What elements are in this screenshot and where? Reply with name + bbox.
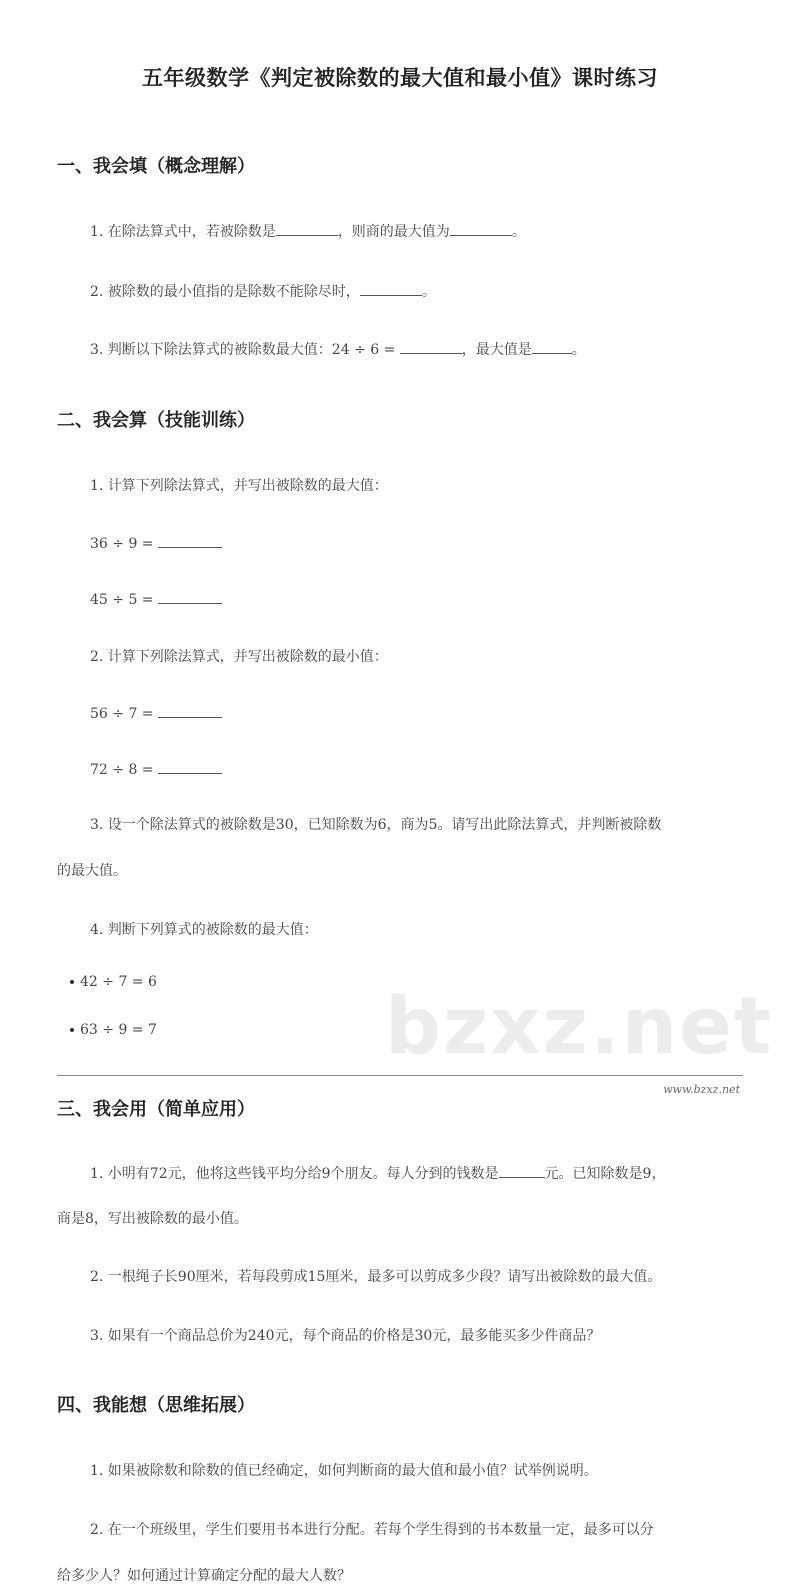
watermark: bzxz.net — [385, 982, 774, 1072]
answer-blank[interactable] — [532, 339, 572, 354]
question-2-4: 4. 判断下列算式的被除数的最大值： — [90, 922, 318, 938]
bullet-icon — [70, 1028, 74, 1032]
answer-blank[interactable] — [158, 759, 222, 774]
answer-blank[interactable] — [276, 221, 338, 236]
bullet-item: 63 ÷ 9 = 7 — [70, 1022, 800, 1038]
question-4-2: 2. 在一个班级里，学生们要用书本进行分配。若每个学生得到的书本数量一定，最多可以分 — [90, 1522, 654, 1538]
bullet-icon — [70, 980, 74, 984]
question-1-3: 3. 判断以下除法算式的被除数最大值：24 ÷ 6 = ，最大值是 。 — [90, 339, 800, 359]
answer-blank[interactable] — [158, 589, 222, 604]
question-1-1: 1. 在除法算式中，若被除数是 ，则商的最大值为 。 — [90, 221, 800, 241]
section-heading-3: 三、我会用（简单应用） — [57, 1099, 255, 1120]
section-heading-1: 一、我会填（概念理解） — [57, 156, 255, 177]
expression-line: 45 ÷ 5 = — [90, 589, 800, 608]
expression-line: 72 ÷ 8 = — [90, 759, 800, 778]
answer-blank[interactable] — [400, 339, 462, 354]
answer-blank[interactable] — [499, 1163, 545, 1178]
expression-line: 36 ÷ 9 = — [90, 533, 800, 552]
page-title: 五年级数学《判定被除数的最大值和最小值》课时练习 — [142, 66, 658, 90]
question-2-2: 2. 计算下列除法算式，并写出被除数的最小值： — [90, 649, 388, 665]
question-2-3: 3. 设一个除法算式的被除数是30，已知除数为6，商为5。请写出此除法算式，并判断被除数 — [90, 817, 662, 833]
bullet-item: 42 ÷ 7 = 6 — [70, 974, 800, 990]
answer-blank[interactable] — [450, 221, 512, 236]
question-3-1-cont: 商是8，写出被除数的最小值。 — [57, 1211, 248, 1227]
answer-blank[interactable] — [158, 703, 222, 718]
answer-blank[interactable] — [360, 281, 422, 296]
expression-line: 56 ÷ 7 = — [90, 703, 800, 722]
question-4-1: 1. 如果被除数和除数的值已经确定，如何判断商的最大值和最小值？试举例说明。 — [90, 1463, 598, 1479]
question-4-2-cont: 给多少人？如何通过计算确定分配的最大人数？ — [57, 1568, 351, 1584]
section-heading-4: 四、我能想（思维拓展） — [57, 1395, 255, 1416]
answer-blank[interactable] — [158, 533, 222, 548]
question-3-2: 2. 一根绳子长90厘米，若每段剪成15厘米，最多可以剪成多少段？请写出被除数的最大值。 — [90, 1269, 662, 1285]
question-3-1: 1. 小明有72元，他将这些钱平均分给9个朋友。每人分到的钱数是 元。已知除数是9， — [90, 1163, 800, 1183]
section-heading-2: 二、我会算（技能训练） — [57, 410, 255, 431]
question-2-1: 1. 计算下列除法算式，并写出被除数的最大值： — [90, 478, 388, 494]
footer-divider — [57, 1075, 743, 1076]
question-3-3: 3. 如果有一个商品总价为240元，每个商品的价格是30元，最多能买多少件商品？ — [90, 1328, 601, 1344]
footer-url[interactable]: www.bzxz.net — [663, 1083, 740, 1096]
question-1-2: 2. 被除数的最小值指的是除数不能除尽时， 。 — [90, 281, 800, 301]
question-2-3-cont: 的最大值。 — [57, 863, 127, 879]
